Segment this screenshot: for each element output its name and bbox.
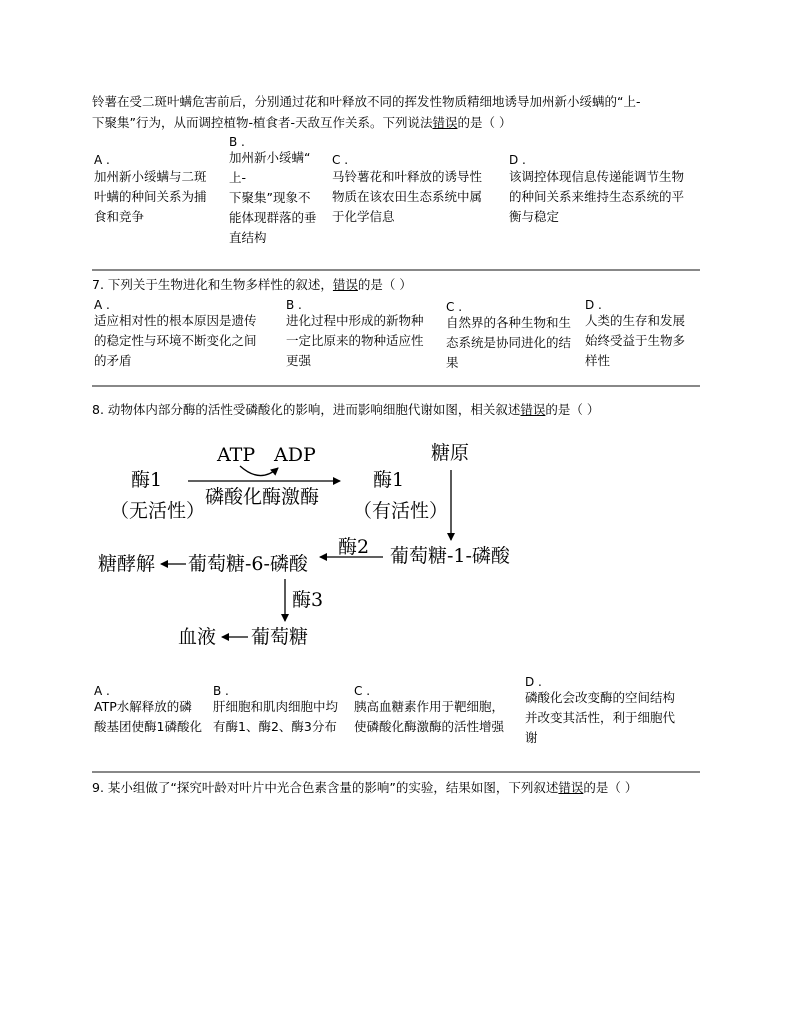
atp-adp-curve-arrow	[240, 466, 278, 476]
q9-stem-tail: 的是（ ）	[583, 780, 638, 795]
enzyme3-label: 酶3	[292, 589, 324, 611]
g1p-label: 葡萄糖-1-磷酸	[390, 545, 510, 567]
q8-option-d-letter[interactable]: D .	[525, 675, 542, 689]
q6-option-d-letter[interactable]: D .	[509, 153, 526, 167]
q8-option-c-line: 胰高血糖素作用于靶细胞，	[354, 699, 505, 714]
q6-option-c-letter[interactable]: C .	[332, 153, 349, 167]
q6-option-b-line: 上-	[229, 170, 247, 185]
q8-option-b-line: 肝细胞和肌肉细胞中均	[213, 699, 339, 714]
q7-option-d-line: 始终受益于生物多	[585, 333, 686, 348]
inactive-label: （无活性）	[110, 500, 206, 522]
q6-stem-line1: 铃薯在受二斑叶螨危害前后，分别通过花和叶释放不同的挥发性物质精细地诱导加州新小绥螨的“上-	[92, 94, 641, 109]
blood-label: 血液	[178, 626, 217, 648]
q8-option-b-line: 有酶1、酶2、酶3分布	[213, 719, 337, 734]
q8-option-b-letter[interactable]: B .	[213, 684, 229, 698]
q8-stem-emphasis: 错误	[520, 402, 546, 417]
q7-option-a-line: 的矛盾	[94, 353, 132, 368]
q6-option-c-line: 于化学信息	[332, 209, 395, 224]
q7-option-c-line: 态系统是协同进化的结	[446, 335, 572, 350]
q7-stem-tail: 的是（ ）	[357, 277, 412, 292]
q7-option-a-letter[interactable]: A .	[94, 298, 110, 312]
q7-option-c-line: 自然界的各种生物和生	[446, 315, 572, 330]
q8-option-d-line: 磷酸化会改变酶的空间结构	[525, 690, 676, 705]
q6-option-b-line: 下聚集”现象不	[229, 190, 311, 205]
q6-option-d-line: 的种间关系来维持生态系统的平	[509, 189, 685, 204]
q8-option-a-line: 酸基团使酶1磷酸化	[94, 719, 202, 734]
q8-option-c[interactable]	[354, 697, 518, 737]
q7-option-b-line: 更强	[286, 353, 312, 368]
q8-option-a-letter[interactable]: A .	[94, 684, 110, 698]
q7-option-d-letter[interactable]: D .	[585, 298, 602, 312]
glycogen-label: 糖原	[431, 442, 470, 464]
q8-stem-tail: 的是（ ）	[545, 402, 600, 417]
q6-option-d-line: 该调控体现信息传递能调节生物	[509, 169, 685, 184]
q6-option-a-letter[interactable]: A .	[94, 153, 110, 167]
q6-option-b-line: 能体现群落的垂	[229, 210, 317, 225]
q8-option-d[interactable]	[525, 688, 701, 748]
q6-option-a-line: 食和竞争	[94, 209, 145, 224]
enzyme1-active-label: 酶1	[373, 469, 405, 491]
q7-option-a-line: 适应相对性的根本原因是遗传	[94, 313, 257, 328]
q8-option-a[interactable]	[94, 697, 210, 737]
q6-option-c-line: 物质在该农田生态系统中属	[332, 189, 483, 204]
q9-stem	[92, 778, 637, 798]
q8-option-d-line: 谢	[525, 730, 538, 745]
q8-option-b[interactable]	[213, 697, 350, 737]
g6p-label: 葡萄糖-6-磷酸	[188, 553, 308, 575]
q7-option-d-line: 人类的生存和发展	[585, 313, 686, 328]
adp-label: ADP	[274, 444, 316, 466]
q7-option-c-line: 果	[446, 355, 459, 370]
q9-stem-emphasis: 错误	[558, 780, 584, 795]
q6-stem-emphasis: 错误	[432, 115, 458, 130]
q8-option-c-line: 使磷酸化酶激酶的活性增强	[354, 719, 505, 734]
atp-label: ATP	[217, 444, 256, 466]
active-label: （有活性）	[353, 500, 449, 522]
q7-stem-text: 7. 下列关于生物进化和生物多样性的叙述，	[92, 277, 333, 292]
q6-option-b-line: 直结构	[229, 230, 267, 245]
q8-option-c-letter[interactable]: C .	[354, 684, 371, 698]
q6-option-b-line: 加州新小绥螨“	[229, 150, 311, 165]
q9-stem-text: 9. 某小组做了“探究叶龄对叶片中光合色素含量的影响”的实验，结果如图，下列叙述	[92, 780, 559, 795]
q7-stem-emphasis: 错误	[332, 277, 358, 292]
enzyme1-inactive-label: 酶1	[131, 469, 163, 491]
q8-option-d-line: 并改变其活性，利于细胞代	[525, 710, 676, 725]
q6-stem-tail: 的是（ ）	[457, 115, 512, 130]
q8-stem-text: 8. 动物体内部分酶的活性受磷酸化的影响，进而影响细胞代谢如图，相关叙述	[92, 402, 521, 417]
glucose-label: 葡萄糖	[251, 626, 309, 648]
q7-option-b-line: 一定比原来的物种适应性	[286, 333, 424, 348]
q6-option-d-line: 衡与稳定	[509, 209, 560, 224]
q7-option-c-letter[interactable]: C .	[446, 300, 463, 314]
q6-option-b-letter[interactable]: B .	[229, 135, 245, 149]
glycolysis-label: 糖酵解	[98, 553, 156, 575]
q7-option-b-letter[interactable]: B .	[286, 298, 302, 312]
q6-option-a-line: 加州新小绥螨与二斑	[94, 169, 207, 184]
q7-option-a-line: 的稳定性与环境不断变化之间	[94, 333, 257, 348]
q7-option-b-line: 进化过程中形成的新物种	[286, 313, 424, 328]
q6-stem-text: 下聚集”行为，从而调控植物-植食者-天敌互作关系。下列说法	[92, 115, 433, 130]
q6-option-c-line: 马铃薯花和叶释放的诱导性	[332, 169, 483, 184]
q7-option-d-line: 样性	[585, 353, 611, 368]
q8-option-a-line: ATP水解释放的磷	[94, 699, 192, 714]
q6-option-a-line: 叶螨的种间关系为捕	[94, 189, 207, 204]
kinase-label: 磷酸化酶激酶	[205, 486, 320, 508]
divider	[92, 771, 700, 773]
enzyme2-label: 酶2	[338, 536, 370, 558]
